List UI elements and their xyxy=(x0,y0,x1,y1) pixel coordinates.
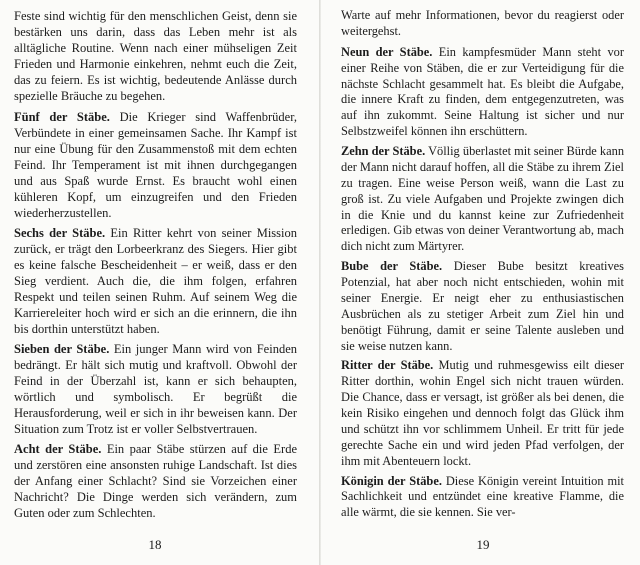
right-page xyxy=(341,8,624,525)
paragraph-text: Völlig überlastet mit seiner Bürde kann der Mann nicht darauf hoffen, all die Stäbe zu ihrem Ziel zu tragen. Eine weise Person weiß, wann die Last zu groß ist. Zu viele Aufgaben und Projekte zwingen dich in die Knie und du kannst keine zur Zufriedenheit erledigen. Gib etwas von deiner Verantwortung ab, mach dich nicht zum Märtyrer. xyxy=(341,144,625,254)
paragraph-text: Ein paar Stäbe stürzen auf die Erde und zerstören eine ansonsten ruhige Landschaft. Ist dies der Anfang einer Schlacht? Sind sie Vorzeichen einer Nachricht? Die Dinge werden sich verändern, zum Guten oder zum Schlechten. xyxy=(14,442,297,520)
card-heading: Sechs der Stäbe. xyxy=(14,226,106,240)
paragraph-text: Warte auf mehr Informationen, bevor du reagierst oder weitergehst. xyxy=(341,8,624,38)
card-heading: Acht der Stäbe. xyxy=(14,442,102,456)
card-heading: Königin der Stäbe. xyxy=(341,473,442,488)
left-page xyxy=(14,8,297,525)
paragraph-text: Feste sind wichtig für den menschlichen Geist, denn sie bestärken uns darin, dass das Leben mehr ist als alltägliche Routine. Wenn nach einer mühseligen Zeit Frieden und Harmonie einkehren, nehmt euch die Zeit, das zu feiern. Es ist wichtig, bedeutende Anlässe durch spezielle Bräuche zu begehen. xyxy=(14,9,297,103)
paragraph xyxy=(14,8,297,104)
paragraph-text: Ein junger Mann wird von Feinden bedrängt. Er hält sich mutig und kraftvoll. Obwohl der Feind in der Überzahl ist, kann er sich behaupten, wörtlich und symbolisch. Er begrüßt die Herausforderung, weil er sich in ihr beweisen kann. Der Situation zum Trotz ist er voller Selbstvertrauen. xyxy=(14,342,297,436)
paragraph-text: Ein kampfesmüder Mann steht vor einer Reihe von Stäben, die er zur Verteidigung für die nächste Schlacht gesammelt hat. Es bleibt die Aufgabe, die innere Kraft zu finden, dem entgegenzutreten, was auf ihn zukommt. Seine Haltung ist sicher und nur Selbstzweifel können ihn erschüttern. xyxy=(341,44,624,139)
card-heading: Fünf der Stäbe. xyxy=(14,110,110,124)
page-number: 18 xyxy=(148,537,162,552)
paragraph xyxy=(14,109,297,221)
paragraph xyxy=(341,259,624,354)
paragraph xyxy=(341,8,624,40)
paragraph-text: Die Krieger sind Waffenbrüder, Verbündete in einer gemeinsamen Sache. Ihr Kampf ist nur eine Übung für den Zusammenstoß mit dem echten Feind. Ihr Temperament ist mit ihnen durchgegangen und aus Spaß wurde Ernst. Es braucht wohl einen kühleren Kopf, um einzugreifen und den Frieden wiederherzustellen. xyxy=(14,110,298,220)
paragraph-text: Diese Königin vereint Intuition mit Sachlichkeit und entzündet eine kreative Flamme, die alle wärmt, die sie kennen. Sie ver- xyxy=(341,473,624,520)
paragraph-text: Mutig und ruhmesgewiss eilt dieser Ritter dorthin, wohin Engel sich nicht trauen würden. Die Chance, dass er versagt, ist größer als bei denen, die kein Risiko eingehen und dennoch folgt das Glück ihm und schützt ihn vor schlimmem Unheil. Er tritt für jede gerechte Sache ein und wird jeden Pfad verfolgen, der ihm mit Abenteuern lockt. xyxy=(341,358,624,468)
paragraph xyxy=(341,474,624,522)
paragraph-text: Ein Ritter kehrt von seiner Mission zurück, er trägt den Lorbeerkranz des Siegers. Hier gibt es keine falsche Bescheidenheit – er weiß, dass er den Sieg verdient. Auch die, die ihm folgen, erfahren Respekt und teilen seinen Ruhm. Auf seinem Weg die Karriereleiter hoch wird er sich an die erinnern, die ihn bis dorthin unterstützt haben. xyxy=(14,226,297,336)
paragraph xyxy=(14,441,297,521)
page-number: 19 xyxy=(476,537,490,552)
paragraph-text: Dieser Bube besitzt kreatives Potenzial, hat aber noch nicht entschieden, wohin mit seiner Energie. Er neigt eher zu enthusiastischen Ausbrüchen als zu stetiger Arbeit zum Ziel hin und benötigt Führung, damit er seine Talente ausleben und sie weise nutzen kann. xyxy=(341,259,625,353)
card-heading: Bube der Stäbe. xyxy=(341,259,443,274)
card-heading: Zehn der Stäbe. xyxy=(341,144,426,158)
card-heading: Sieben der Stäbe. xyxy=(14,342,110,356)
paragraph xyxy=(341,45,624,140)
paragraph xyxy=(341,358,624,469)
card-heading: Ritter der Stäbe. xyxy=(341,358,434,373)
card-heading: Neun der Stäbe. xyxy=(341,44,433,59)
paragraph xyxy=(14,225,297,337)
book-gutter xyxy=(319,0,321,565)
paragraph xyxy=(341,144,624,255)
paragraph xyxy=(14,341,297,437)
